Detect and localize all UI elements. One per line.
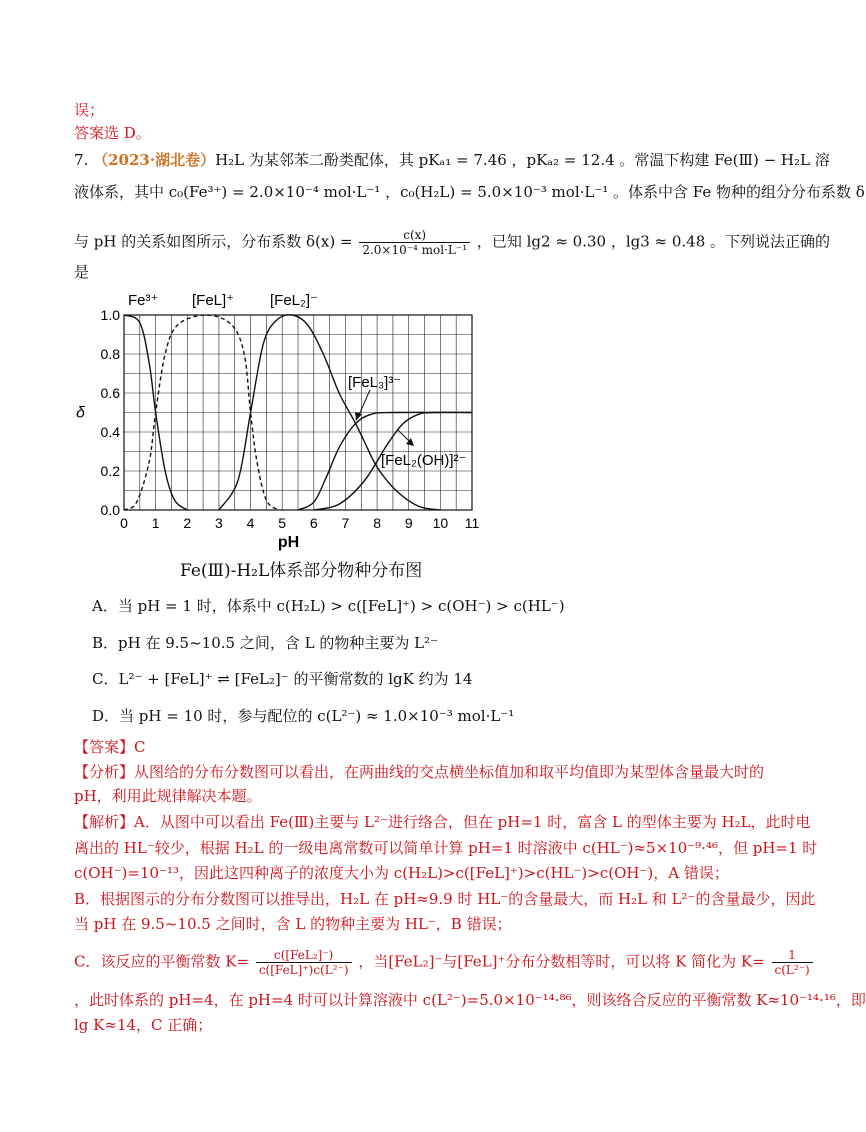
delta-numerator: c(x) [359,228,470,243]
chart-ticks [76,307,479,551]
option-a: A．当 pH = 1 时，体系中 c(H₂L) > c([FeL]⁺) > c(OH⁻) > c(HL⁻) [92,597,565,615]
option-b-explain-2: 当 pH 在 9.5~10.5 之间时，含 L 的物种主要为 HL⁻，B 错误； [74,915,512,933]
label-fel: [FeL]⁺ [192,292,235,309]
x-tick-label: 5 [278,515,287,531]
question-line-1 [74,150,830,170]
prev-text-line: 误； [74,101,105,119]
x-tick-label: 3 [215,515,223,531]
delta-fraction [359,228,470,257]
option-c-explain-2: ，此时体系的 pH=4，在 pH=4 时可以计算溶液中 c(L²⁻)=5.0×10⁻¹⁴·⁸⁶，则该络合反应的平衡常数 K≈10⁻¹⁴·¹⁶，即 [74,991,866,1009]
k-simplified-numerator: 1 [772,948,813,963]
y-tick-label: 1.0 [100,307,120,323]
label-fel3: [FeL₃]³⁻ [348,374,402,391]
question-text-3a: 与 pH 的关系如图所示，分布系数 δ(x) = [74,232,353,251]
x-tick-label: 1 [151,515,160,531]
distribution-chart [76,285,498,555]
question-number: 7. [74,151,89,169]
option-c: C．L²⁻ + [FeL]⁺ ⇌ [FeL₂]⁻ 的平衡常数的 lgK 约为 14 [92,670,473,688]
question-line-4: 是 [74,263,90,281]
option-b-explain-1: B．根据图示的分布分数图可以推导出，H₂L 在 pH≈9.9 时 HL⁻的含量最大，而 H₂L 和 L²⁻的含量最少，因此 [74,890,816,908]
x-tick-label: 4 [246,515,255,531]
k-simplified-denominator: c(L²⁻) [774,963,810,977]
prev-answer: 答案选 D。 [74,124,151,142]
explain-line-2: 离出的 HL⁻较少，根据 H₂L 的一级电离常数可以简单计算 pH=1 时溶液中 c(HL⁻)≈5×10⁻⁹·⁴⁶，但 pH=1 时 [74,839,818,857]
label-fel2oh: [FeL₂(OH)]²⁻ [381,452,467,469]
x-tick-label: 10 [432,515,449,531]
x-tick-label: 11 [464,515,480,531]
option-b: B．pH 在 9.5~10.5 之间，含 L 的物种主要为 L²⁻ [92,634,438,652]
explain-line-3: c(OH⁻)=10⁻¹³，因此这四种离子的浓度大小为 c(H₂L)>c([FeL]⁺)>c(HL⁻)>c(OH⁻)，A 错误； [74,864,729,882]
x-tick-label: 8 [373,515,381,531]
explain-line-1: 【解析】A．从图中可以看出 Fe(Ⅲ)主要与 L²⁻进行络合，但在 pH=1 时，富含 L 的型体主要为 H₂L，此时电 [74,813,811,831]
chart-annotations [128,292,466,469]
y-tick-label: 0.2 [100,463,120,479]
x-tick-label: 2 [183,515,192,531]
answer-line: 【答案】C [74,738,146,756]
option-c-explain-1 [74,948,810,977]
y-tick-label: 0.0 [100,502,120,518]
x-tick-label: 7 [341,515,350,531]
x-tick-label: 0 [120,515,128,531]
analysis-line-1: 【分析】从图给的分布分数图可以看出，在两曲线的交点横坐标值加和取平均值即为某型体含量最大时的 [74,763,765,781]
y-tick-label: 0.6 [100,385,120,401]
question-line-3 [74,228,831,257]
x-tick-label: 9 [404,515,413,531]
label-fe3: Fe³⁺ [128,292,159,309]
k-denominator: c([FeL]⁺)c(L²⁻) [258,963,349,977]
delta-denominator: 2.0×10⁻⁴ mol·L⁻¹ [362,243,468,257]
option-d: D．当 pH = 10 时，参与配位的 c(L²⁻) ≈ 1.0×10⁻³ mol·L⁻¹ [92,707,515,725]
label-fel2: [FeL₂]⁻ [270,292,318,309]
x-tick-label: 6 [309,515,318,531]
k-numerator: c([FeL₂]⁻) [256,948,352,963]
chart-caption: Fe(Ⅲ)-H₂L体系部分物种分布图 [180,561,423,581]
c-text-a: C．该反应的平衡常数 K= [74,952,250,971]
x-axis-label: pH [277,534,300,551]
k-fraction [256,948,352,977]
question-source: （2023·湖北卷） [93,151,216,169]
y-axis-label: δ [76,404,85,422]
question-text-3b: ，已知 lg2 ≈ 0.30 ，lg3 ≈ 0.48 。下列说法正确的 [476,232,831,251]
k-simplified-fraction [772,948,813,977]
analysis-line-2: pH，利用此规律解决本题。 [74,787,262,805]
question-line-2: 液体系，其中 c₀(Fe³⁺) = 2.0×10⁻⁴ mol·L⁻¹ ，c₀(H₂L) = 5.0×10⁻³ mol·L⁻¹ 。体系中含 Fe 物种的组分分布系数 δ [74,183,865,201]
y-tick-label: 0.4 [100,424,120,440]
c-text-b: ，当[FeL₂]⁻与[FeL]⁺分布分数相等时，可以将 K 简化为 K= [358,952,765,971]
question-text-1: H₂L 为某邻苯二酚类配体，其 pKₐ₁ = 7.46 ，pKₐ₂ = 12.4 。常温下构建 Fe(Ⅲ) − H₂L 溶 [215,151,830,169]
arrow-fel3 [358,390,370,417]
y-tick-label: 0.8 [100,346,120,362]
option-c-explain-3: lg K≈14，C 正确； [74,1016,213,1034]
